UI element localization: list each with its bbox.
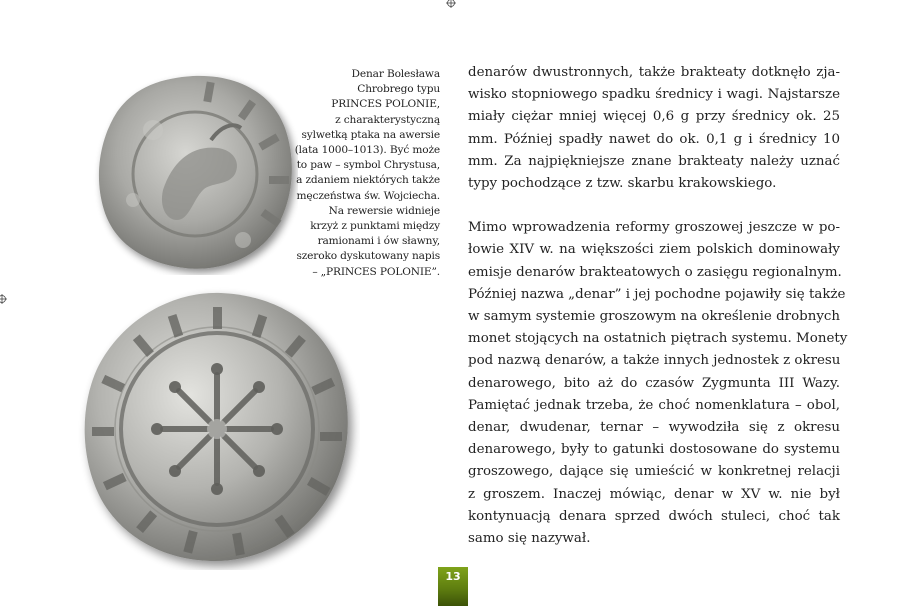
coin-obverse-image: [93, 70, 298, 275]
caption-line: ramionami i ów sławny,: [317, 235, 440, 248]
body-text: [468, 62, 848, 550]
text-line: emisje denarów brakteatowych o zasięgu regionalnym.: [468, 264, 842, 280]
caption-line: Chrobrego typu: [357, 83, 440, 96]
caption-line: (lata 1000–1013). Być może: [294, 144, 440, 157]
text-line: w samym systemie groszowym na określenie drobnych: [468, 309, 841, 325]
text-line: denarowego, były to gatunki dostosowane do systemu: [468, 442, 840, 458]
text-line: Mimo wprowadzenia reformy groszowej jeszcze w po-: [468, 220, 840, 236]
caption-line: krzyż z punktami między: [310, 220, 440, 233]
paragraph-1: [468, 62, 840, 195]
text-line: denarów dwustronnych, także brakteaty dotknęło zja-: [468, 65, 840, 80]
caption-line: sylwetką ptaka na awersie: [301, 128, 440, 141]
text-line: miały ciężar mniej więcej 0,6 g przy średnicy ok. 25: [468, 109, 840, 125]
page-number-badge: [438, 567, 468, 606]
caption-line: PRINCES POLONIE,: [331, 98, 440, 111]
caption-line: a zdaniem niektórych także: [296, 174, 440, 187]
text-line: denarowego, bito aż do czasów Zygmunta III Wazy.: [468, 375, 840, 391]
registration-mark-icon: [0, 294, 7, 304]
caption-line: z charakterystyczną: [335, 113, 440, 126]
text-line: łowie XIV w. na większości ziem polskich dominowały: [468, 242, 840, 258]
page-number: 13: [445, 570, 461, 583]
text-line: typy pochodzące z tzw. skarbu krakowskiego.: [468, 176, 777, 192]
caption-line: szeroko dyskutowany napis: [296, 250, 440, 263]
registration-mark-icon: [446, 0, 456, 8]
text-line: mm. Później spadły nawet do ok. 0,1 g i średnicy 10: [468, 131, 840, 147]
paragraph-2: [468, 217, 848, 550]
text-line: pod nazwą denarów, a także innych jednostek z okresu: [468, 353, 841, 369]
text-line: mm. Za najpiękniejsze znane brakteaty należy uznać: [468, 153, 840, 169]
text-line: monet stojących na ostatnich piętrach systemu. Monety: [468, 331, 848, 347]
text-line: Później nazwa „denar” i jej pochodne pojawiły się także: [468, 286, 846, 302]
caption-line: Denar Bolesława: [351, 68, 440, 80]
caption-line: męczeństwa św. Wojciecha.: [296, 189, 440, 202]
caption-line: to paw – symbol Chrystusa,: [296, 159, 440, 172]
text-line: Pamiętać jednak trzeba, że choć nomenklatura – obol,: [468, 397, 840, 413]
text-line: groszowego, dające się umieścić w konkretnej relacji: [468, 464, 840, 480]
text-line: wisko stopniowego spadku średnicy i wagi. Najstarsze: [468, 87, 840, 103]
text-line: z groszem. Inaczej mówiąc, denar w XV w. nie był: [468, 486, 840, 502]
caption-line: Na rewersie widnieje: [328, 204, 440, 217]
text-line: kontynuacją denara sprzed dwóch stuleci, choć tak: [468, 508, 840, 524]
caption-line: – „PRINCES POLONIE”.: [312, 265, 440, 278]
coin-reverse-image: [75, 285, 360, 570]
text-line: samo się nazywał.: [468, 531, 591, 547]
text-line: denar, dwudenar, ternar – wywodziła się z okresu: [468, 420, 840, 436]
coin-caption: [286, 67, 440, 280]
